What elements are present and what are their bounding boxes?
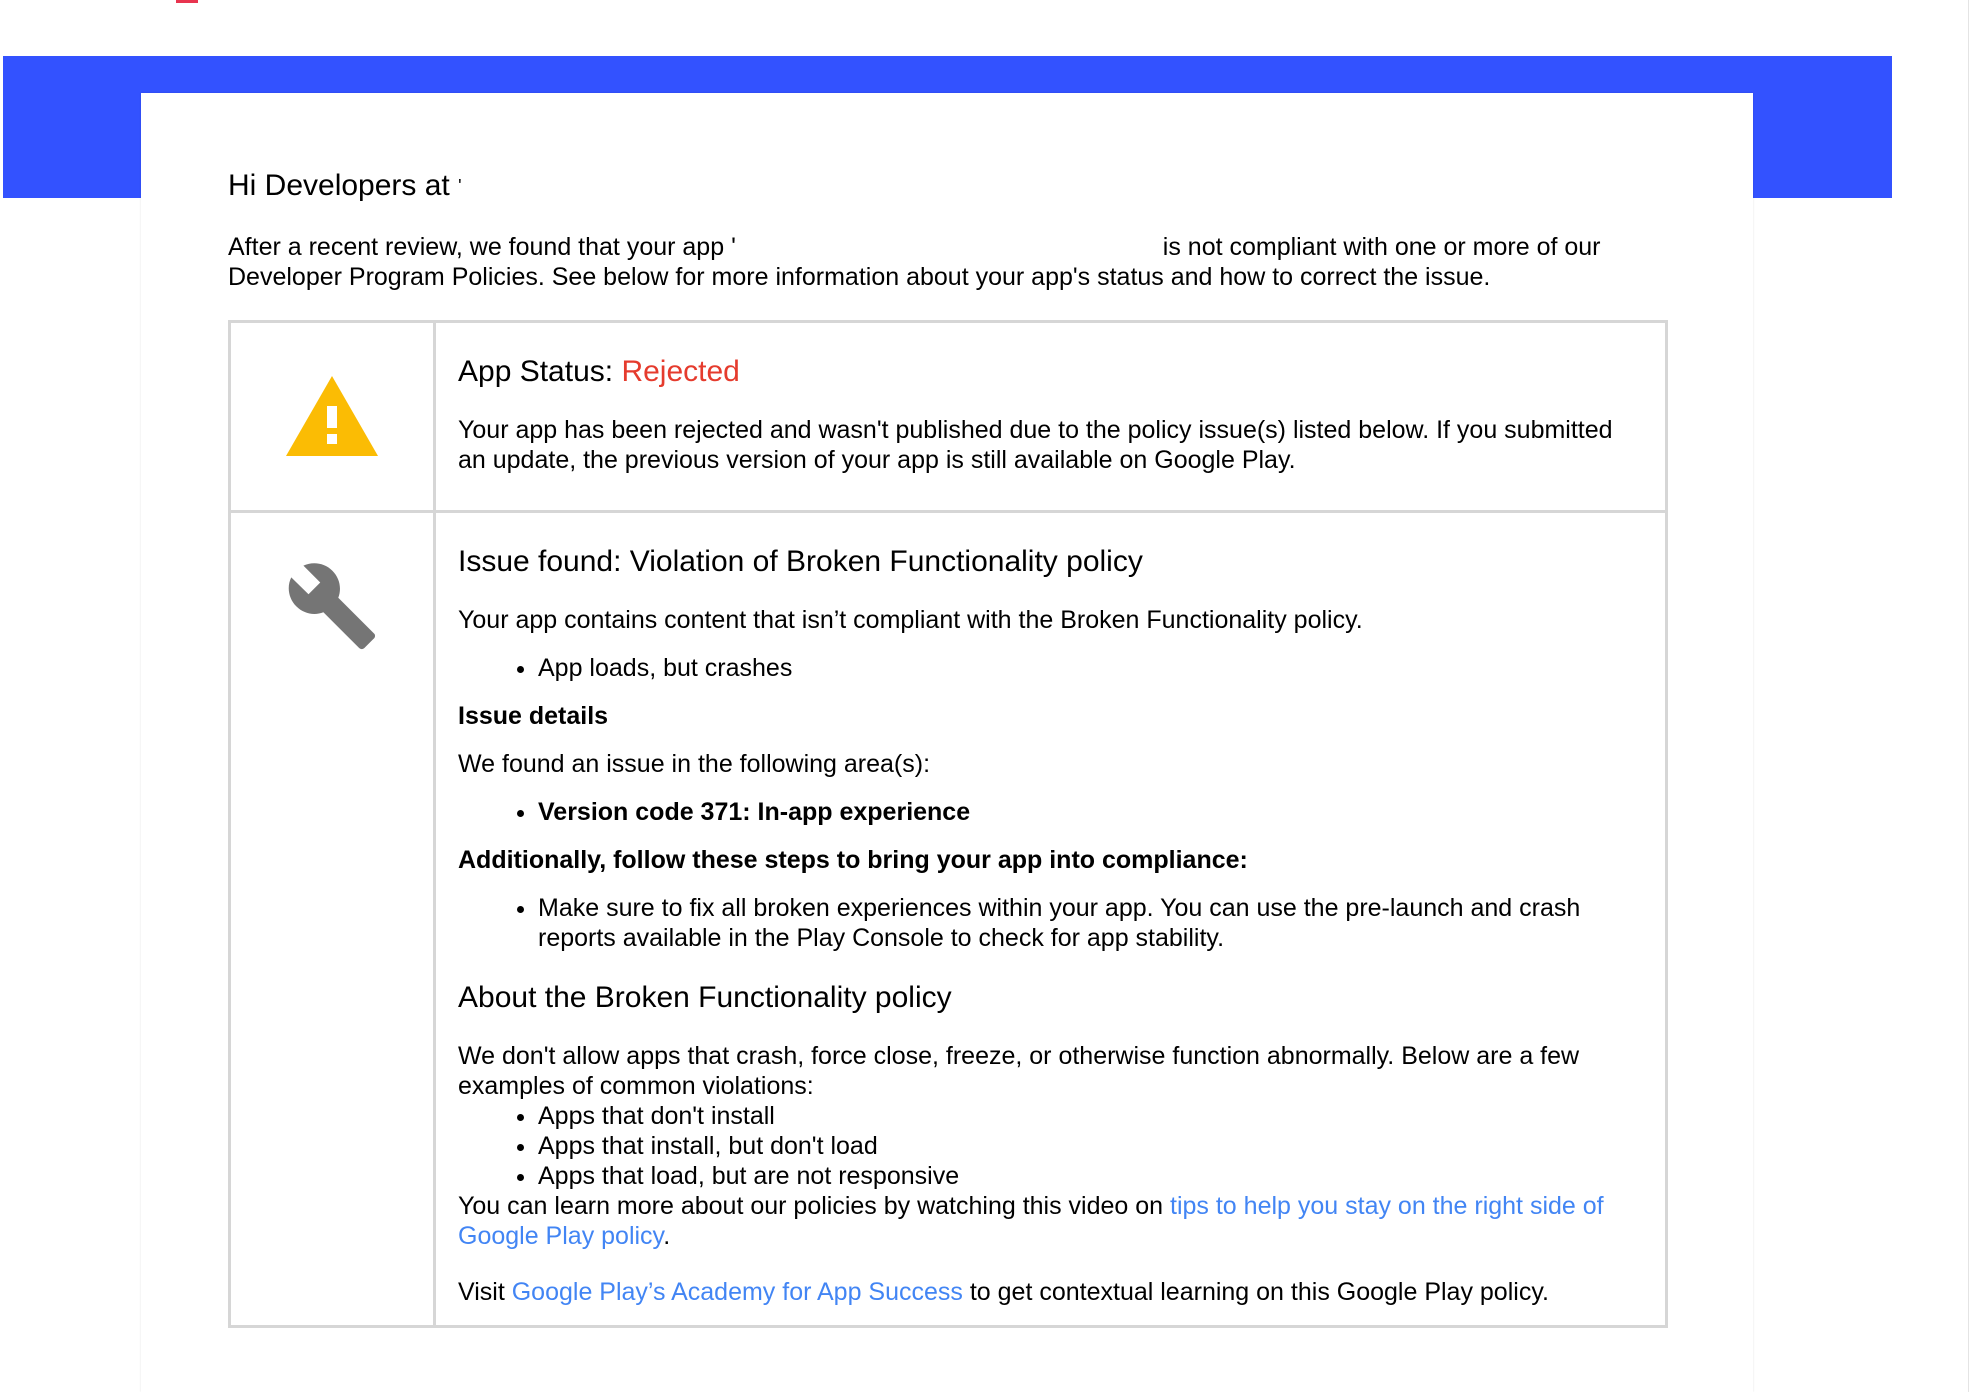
policy-tips-link[interactable]: tips to help you stay on the right side of Google Play policy bbox=[458, 1192, 1604, 1250]
issue-summary: Your app contains content that isn’t compliant with the Broken Functionality policy. bbox=[458, 606, 1363, 634]
status-icon-cell bbox=[230, 322, 435, 512]
issue-row bbox=[230, 512, 1667, 1327]
issue-list bbox=[458, 653, 1643, 683]
steps-list bbox=[458, 893, 1643, 953]
issue-title: Issue found: Violation of Broken Functionality policy bbox=[458, 545, 1143, 578]
list-item: • App loads, but crashes bbox=[538, 653, 1643, 683]
about-policy-text: We don't allow apps that crash, force close, freeze, or otherwise function abnormally. Below are a few examples of common violations: bbox=[458, 1042, 1580, 1100]
window-edge-divider bbox=[1968, 0, 1969, 1392]
about-policy-title: About the Broken Functionality policy bbox=[458, 981, 952, 1014]
status-badge: Rejected bbox=[621, 355, 740, 388]
greeting: Hi Developers at ' bbox=[228, 169, 462, 202]
issue-icon-cell bbox=[230, 512, 435, 1327]
issue-details-intro: We found an issue in the following area(s): bbox=[458, 750, 931, 778]
status-row bbox=[230, 322, 1667, 512]
status-description: Your app has been rejected and wasn't published due to the policy issue(s) listed below. If you submitted an update, the previous version of your app is still available on Google Play. bbox=[458, 416, 1613, 474]
learn-more-paragraph: You can learn more about our policies by watching this video on tips to help you stay on the right side of Google Play policy. bbox=[458, 1192, 1604, 1250]
intro-paragraph: After a recent review, we found that your app ' is not compliant with one or more of our Developer Program Policies. See below for more information about your app's status and how to correct the issue. bbox=[228, 233, 1601, 291]
violations-list bbox=[458, 1101, 1643, 1191]
status-title: App Status: Rejected bbox=[458, 355, 740, 388]
list-item: • Apps that install, but don't load bbox=[538, 1131, 1643, 1161]
steps-heading: Additionally, follow these steps to bring your app into compliance: bbox=[458, 846, 1248, 874]
policy-status-table bbox=[228, 320, 1668, 1328]
warning-icon bbox=[286, 376, 378, 456]
wrench-icon bbox=[285, 559, 379, 653]
issue-content bbox=[435, 512, 1667, 1327]
visit-academy-paragraph: Visit Google Play’s Academy for App Success to get contextual learning on this Google Play policy. bbox=[458, 1278, 1549, 1306]
issue-details-heading: Issue details bbox=[458, 702, 609, 730]
list-item: • Version code 371: In-app experience bbox=[538, 797, 1643, 827]
academy-link[interactable]: Google Play’s Academy for App Success bbox=[511, 1278, 963, 1306]
list-item: • Apps that load, but are not responsive bbox=[538, 1161, 1643, 1191]
list-item: • Apps that don't install bbox=[538, 1101, 1643, 1131]
list-item: • Make sure to fix all broken experiences within your app. You can use the pre-launch and crash reports available in the Play Console to check for app stability. bbox=[538, 893, 1643, 953]
area-list bbox=[458, 797, 1643, 827]
top-red-mark bbox=[176, 0, 198, 3]
status-content bbox=[435, 322, 1667, 512]
